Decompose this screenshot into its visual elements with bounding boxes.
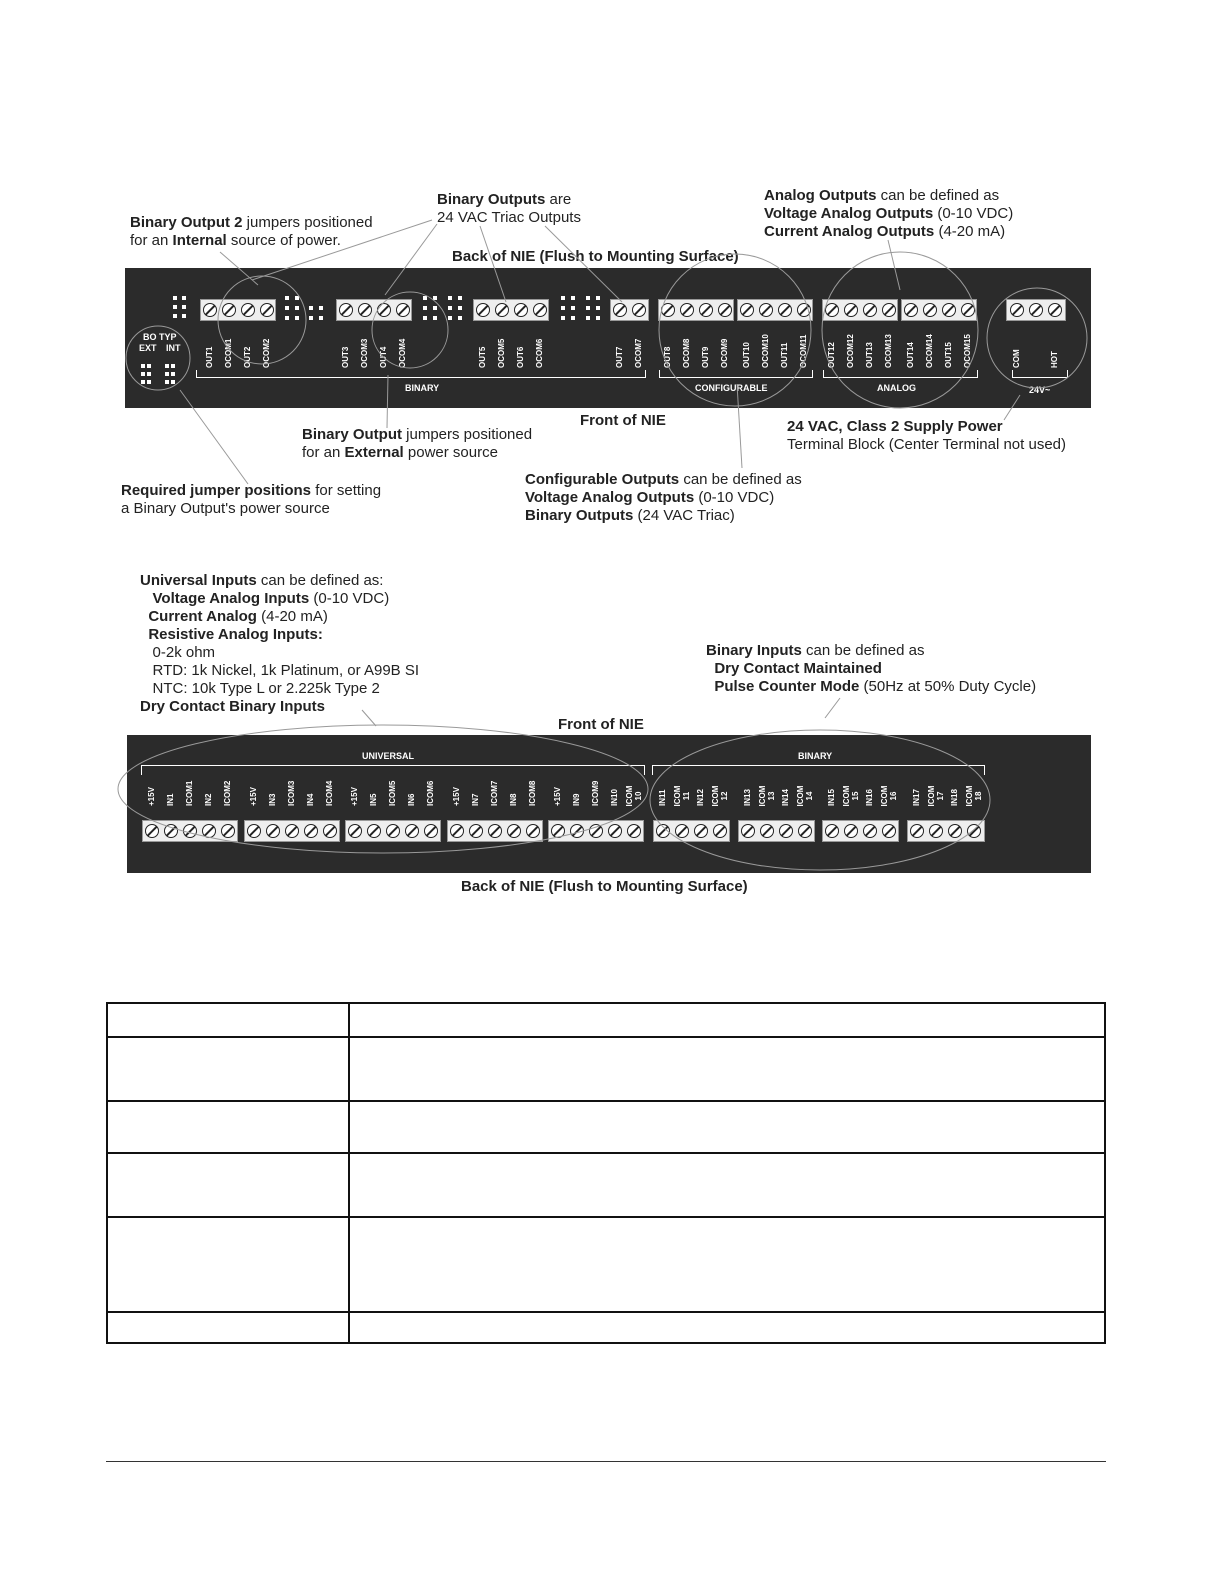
table-cell xyxy=(107,1101,349,1153)
terminal-label: +15V xyxy=(147,787,156,806)
callout-universal-inputs: Universal Inputs can be defined as: Voltage Analog Inputs (0-10 VDC) Current Analog (4-20 mA) Resistive Analog Inputs: 0-2k ohm RTD: 1k Nickel, 1k Platinum, or A99B SI NTC: 10k Type L or 2.225k Type 2 Dry Contact Binary Inputs xyxy=(140,572,420,715)
terminal-label: OUT6 xyxy=(516,346,525,368)
table-cell xyxy=(107,1217,349,1312)
terminal-label: ICOM9 xyxy=(591,780,600,806)
callout-supply-power: 24 VAC, Class 2 Supply Power Terminal Block (Center Terminal not used) xyxy=(787,418,1067,453)
ext-label: EXT xyxy=(139,343,157,353)
table-cell xyxy=(107,1312,349,1343)
terminal-label: OUT3 xyxy=(341,346,350,368)
terminal-label: OUT15 xyxy=(944,342,953,368)
terminal-label: ICOM 17 xyxy=(927,785,945,807)
terminal-label: OCOM13 xyxy=(884,334,893,368)
terminal-label: +15V xyxy=(350,787,359,806)
table-row xyxy=(107,1153,1105,1217)
terminal-label: ICOM5 xyxy=(388,780,397,806)
callout-binary-outputs: Binary Outputs are 24 VAC Triac Outputs xyxy=(437,191,581,226)
terminal-label: +15V xyxy=(553,787,562,806)
table-cell xyxy=(349,1153,1105,1217)
terminal-label: OUT5 xyxy=(478,346,487,368)
terminal-label: OCOM3 xyxy=(360,338,369,368)
terminal-label: IN8 xyxy=(509,793,518,806)
terminal-label: COM xyxy=(1012,349,1021,368)
terminal-label: IN15 xyxy=(827,789,836,806)
terminal-label: ICOM 12 xyxy=(711,785,729,807)
terminal-label: OCOM1 xyxy=(224,338,233,368)
callout-required-jumpers: Required jumper positions for setting a Binary Output's power source xyxy=(121,482,382,517)
table-cell xyxy=(349,1037,1105,1101)
terminal-label: OCOM12 xyxy=(846,334,855,368)
bottom-front-label: Front of NIE xyxy=(558,716,644,733)
terminal-label: OCOM2 xyxy=(262,338,271,368)
table-cell xyxy=(107,1037,349,1101)
terminal-label: OCOM5 xyxy=(497,338,506,368)
terminal-label: IN14 xyxy=(781,789,790,806)
callout-binary-output-2-jumpers: Binary Output 2 jumpers positioned for an Internal source of power. xyxy=(130,214,373,249)
table-cell xyxy=(349,1003,1105,1037)
terminal-label: IN1 xyxy=(166,793,175,806)
top-front-label: Front of NIE xyxy=(580,412,666,429)
terminal-label: OUT13 xyxy=(865,342,874,368)
terminal-label: ICOM 18 xyxy=(965,785,983,807)
terminal-label: IN7 xyxy=(471,793,480,806)
terminal-label: ICOM 10 xyxy=(625,785,643,807)
terminal-label: OCOM14 xyxy=(925,334,934,368)
terminal-label: ICOM7 xyxy=(490,780,499,806)
terminal-label: IN16 xyxy=(865,789,874,806)
group-label-power: 24V~ xyxy=(1029,385,1051,395)
terminal-label: +15V xyxy=(249,787,258,806)
terminal-label: IN4 xyxy=(306,793,315,806)
terminal-label: OCOM10 xyxy=(761,334,770,368)
group-label-binary-inputs: BINARY xyxy=(798,751,833,761)
terminal-label: IN5 xyxy=(369,793,378,806)
bottom-leader-lines xyxy=(0,560,1224,900)
terminal-label: OCOM6 xyxy=(535,338,544,368)
table-cell xyxy=(107,1003,349,1037)
terminal-label: ICOM 16 xyxy=(880,785,898,807)
bottom-back-label: Back of NIE (Flush to Mounting Surface) xyxy=(461,878,748,895)
terminal-label: OUT1 xyxy=(205,346,214,368)
table-cell xyxy=(349,1101,1105,1153)
bo-typ-label: BO TYP xyxy=(143,332,177,342)
callout-binary-inputs: Binary Inputs can be defined as Dry Contact Maintained Pulse Counter Mode (50Hz at 50% Duty Cycle) xyxy=(706,642,1037,695)
callout-binary-output-external: Binary Output jumpers positioned for an External power source xyxy=(302,426,533,461)
terminal-label: OCOM7 xyxy=(634,338,643,368)
terminal-label: OUT7 xyxy=(615,346,624,368)
terminal-label: OUT4 xyxy=(379,346,388,368)
group-label-universal: UNIVERSAL xyxy=(362,751,415,761)
terminal-label: ICOM 11 xyxy=(673,785,691,807)
terminal-label: OCOM15 xyxy=(963,334,972,368)
callout-analog-outputs: Analog Outputs can be defined as Voltage Analog Outputs (0-10 VDC) Current Analog Outputs (4-20 mA) xyxy=(764,187,1014,240)
top-leader-lines xyxy=(0,0,1224,560)
terminal-label: IN10 xyxy=(610,789,619,806)
table-row xyxy=(107,1312,1105,1343)
terminal-label: IN3 xyxy=(268,793,277,806)
table-row xyxy=(107,1037,1105,1101)
terminal-label: IN12 xyxy=(696,789,705,806)
terminal-label: ICOM 14 xyxy=(796,785,814,807)
terminal-label: IN9 xyxy=(572,793,581,806)
terminal-label: IN13 xyxy=(743,789,752,806)
table-cell xyxy=(349,1312,1105,1343)
terminal-label: ICOM3 xyxy=(287,780,296,806)
terminal-label: OUT9 xyxy=(701,346,710,368)
terminal-label: IN11 xyxy=(658,789,667,806)
spec-table xyxy=(106,1002,1106,1344)
footer-rule xyxy=(106,1461,1106,1462)
table-row xyxy=(107,1101,1105,1153)
terminal-label: OUT14 xyxy=(906,342,915,368)
terminal-label: ICOM 15 xyxy=(842,785,860,807)
terminal-label: HOT xyxy=(1050,351,1059,368)
terminal-label: ICOM2 xyxy=(223,780,232,806)
terminal-label: +15V xyxy=(452,787,461,806)
terminal-label: OUT12 xyxy=(827,342,836,368)
terminal-label: OUT2 xyxy=(243,346,252,368)
terminal-label: IN17 xyxy=(912,789,921,806)
terminal-label: IN2 xyxy=(204,793,213,806)
table-cell xyxy=(107,1153,349,1217)
int-label: INT xyxy=(166,343,181,353)
table-cell xyxy=(349,1217,1105,1312)
terminal-label: OCOM11 xyxy=(799,334,808,368)
table-row xyxy=(107,1217,1105,1312)
group-label-binary: BINARY xyxy=(405,383,440,393)
terminal-label: OCOM8 xyxy=(682,338,691,368)
terminal-label: OUT8 xyxy=(663,346,672,368)
callout-configurable-outputs: Configurable Outputs can be defined as Voltage Analog Outputs (0-10 VDC) Binary Outputs (24 VAC Triac) xyxy=(525,471,802,524)
terminal-label: ICOM8 xyxy=(528,780,537,806)
terminal-label: IN6 xyxy=(407,793,416,806)
terminal-label: ICOM4 xyxy=(325,780,334,806)
group-label-analog: ANALOG xyxy=(877,383,916,393)
terminal-label: OUT11 xyxy=(780,342,789,368)
terminal-label: ICOM1 xyxy=(185,780,194,806)
terminal-label: OUT10 xyxy=(742,342,751,368)
top-back-label: Back of NIE (Flush to Mounting Surface) xyxy=(452,248,739,265)
terminal-label: OCOM4 xyxy=(398,338,407,368)
terminal-label: IN18 xyxy=(950,789,959,806)
terminal-label: OCOM9 xyxy=(720,338,729,368)
terminal-label: ICOM 13 xyxy=(758,785,776,807)
terminal-label: ICOM6 xyxy=(426,780,435,806)
group-label-configurable: CONFIGURABLE xyxy=(695,383,768,393)
table-row xyxy=(107,1003,1105,1037)
